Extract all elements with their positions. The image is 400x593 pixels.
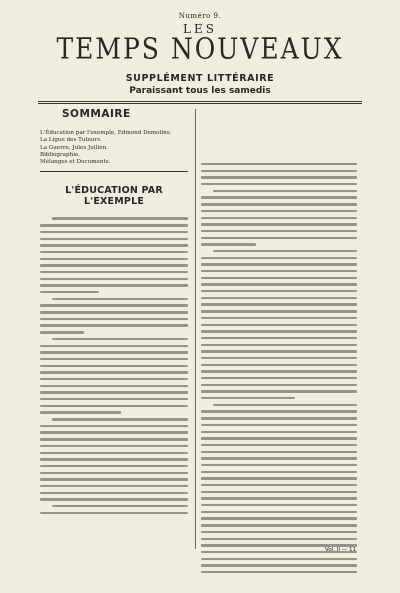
text-line (40, 324, 188, 326)
text-line (201, 357, 357, 359)
text-line (201, 517, 357, 519)
text-line (40, 291, 99, 293)
text-line (201, 263, 357, 265)
article-title: L'ÉDUCATION PAR L'EXEMPLE (65, 185, 163, 208)
text-line (201, 431, 357, 433)
text-line (201, 344, 357, 346)
text-line (40, 478, 188, 480)
text-line (40, 264, 188, 266)
text-line (201, 464, 357, 466)
text-line (201, 390, 357, 392)
text-line (201, 270, 357, 272)
text-line (201, 163, 357, 165)
text-line (201, 564, 357, 566)
masthead-les: LES (183, 22, 217, 36)
article-body-left (40, 217, 188, 518)
text-line (201, 310, 357, 312)
text-line (201, 424, 357, 426)
text-line (40, 411, 121, 413)
text-line (201, 477, 357, 479)
text-line (201, 511, 357, 513)
text-line (40, 345, 188, 347)
text-line (40, 492, 188, 494)
text-line (201, 451, 357, 453)
text-line (201, 196, 357, 198)
text-line (40, 231, 188, 233)
text-line (201, 491, 357, 493)
text-line (201, 297, 357, 299)
text-line (40, 472, 188, 474)
text-line (40, 318, 188, 320)
text-line (201, 471, 357, 473)
text-line (213, 404, 357, 406)
sommaire-list (40, 130, 188, 166)
text-line (201, 370, 357, 372)
text-line (201, 484, 357, 486)
text-line (40, 365, 188, 367)
text-line (201, 290, 357, 292)
issue-number: Numéro 9. (178, 12, 222, 20)
text-line (201, 217, 357, 219)
text-line (201, 444, 357, 446)
text-line (52, 505, 188, 507)
text-line (40, 465, 188, 467)
article-body-right (201, 163, 357, 578)
text-line (40, 385, 188, 387)
text-line (40, 271, 188, 273)
text-line (201, 417, 357, 419)
text-line (201, 410, 357, 412)
text-line (201, 210, 357, 212)
text-line (201, 457, 357, 459)
text-line (52, 338, 188, 340)
text-line (201, 397, 295, 399)
text-line (201, 303, 357, 305)
text-line (40, 278, 188, 280)
text-line (40, 251, 188, 253)
text-line (40, 284, 188, 286)
text-line (52, 217, 188, 219)
left-column (40, 108, 188, 518)
masthead-rule-top (38, 101, 362, 102)
publication-frequency: Paraissant tous les samedis (129, 86, 271, 96)
sommaire-heading: SOMMAIRE (62, 108, 131, 120)
text-line (201, 176, 357, 178)
text-line (40, 425, 188, 427)
volume-footer: Vol. II — 11 (325, 547, 356, 553)
sommaire-item: L'Éducation par l'exemple, Edmond Demolins. (40, 130, 172, 136)
section-separator (40, 171, 188, 172)
text-line (201, 324, 357, 326)
text-line (40, 405, 188, 407)
text-line (201, 437, 357, 439)
text-line (40, 371, 188, 373)
text-line (201, 571, 357, 573)
text-line (40, 238, 188, 240)
text-line (40, 452, 188, 454)
text-line (201, 377, 357, 379)
sommaire-item: La Guerre, Jules Jullien. (40, 144, 108, 151)
text-line (40, 445, 188, 447)
sommaire-item: La Ligue des Tuteurs. (40, 137, 102, 144)
text-line (40, 304, 188, 306)
masthead-rule-bottom (38, 103, 362, 104)
text-line (201, 237, 357, 239)
text-line (40, 398, 188, 400)
text-line (201, 183, 357, 185)
text-line (40, 458, 188, 460)
text-line (201, 230, 357, 232)
text-line (201, 531, 357, 533)
masthead-title: TEMPS NOUVEAUX (56, 31, 344, 66)
text-line (40, 258, 188, 260)
text-line (201, 350, 357, 352)
text-line (40, 378, 188, 380)
text-line (40, 244, 188, 246)
text-line (40, 358, 188, 360)
text-line (201, 257, 357, 259)
sommaire-item: Bibliographie. (40, 151, 81, 158)
text-line (201, 337, 357, 339)
text-line (52, 298, 188, 300)
text-line (201, 243, 256, 245)
text-line (201, 330, 357, 332)
column-divider (195, 109, 196, 549)
text-line (201, 170, 357, 172)
text-line (40, 485, 188, 487)
text-line (201, 364, 357, 366)
text-line (40, 311, 188, 313)
text-line (201, 283, 357, 285)
right-column (201, 163, 357, 578)
masthead-subtitle: SUPPLÉMENT LITTÉRAIRE (125, 73, 275, 84)
text-line (40, 224, 188, 226)
text-line (40, 431, 188, 433)
text-line (40, 331, 84, 333)
text-line (40, 351, 188, 353)
text-line (201, 317, 357, 319)
text-line (213, 250, 357, 252)
text-line (201, 524, 357, 526)
text-line (201, 223, 357, 225)
text-line (201, 384, 357, 386)
text-line (213, 190, 357, 192)
text-line (40, 438, 188, 440)
text-line (201, 277, 357, 279)
text-line (40, 391, 188, 393)
sommaire-item: Mélanges et Documents. (40, 159, 111, 166)
text-line (201, 497, 357, 499)
text-line (201, 558, 357, 560)
text-line (40, 512, 188, 514)
text-line (52, 418, 188, 420)
text-line (201, 203, 357, 205)
text-line (201, 538, 357, 540)
text-line (40, 498, 188, 500)
text-line (201, 504, 357, 506)
